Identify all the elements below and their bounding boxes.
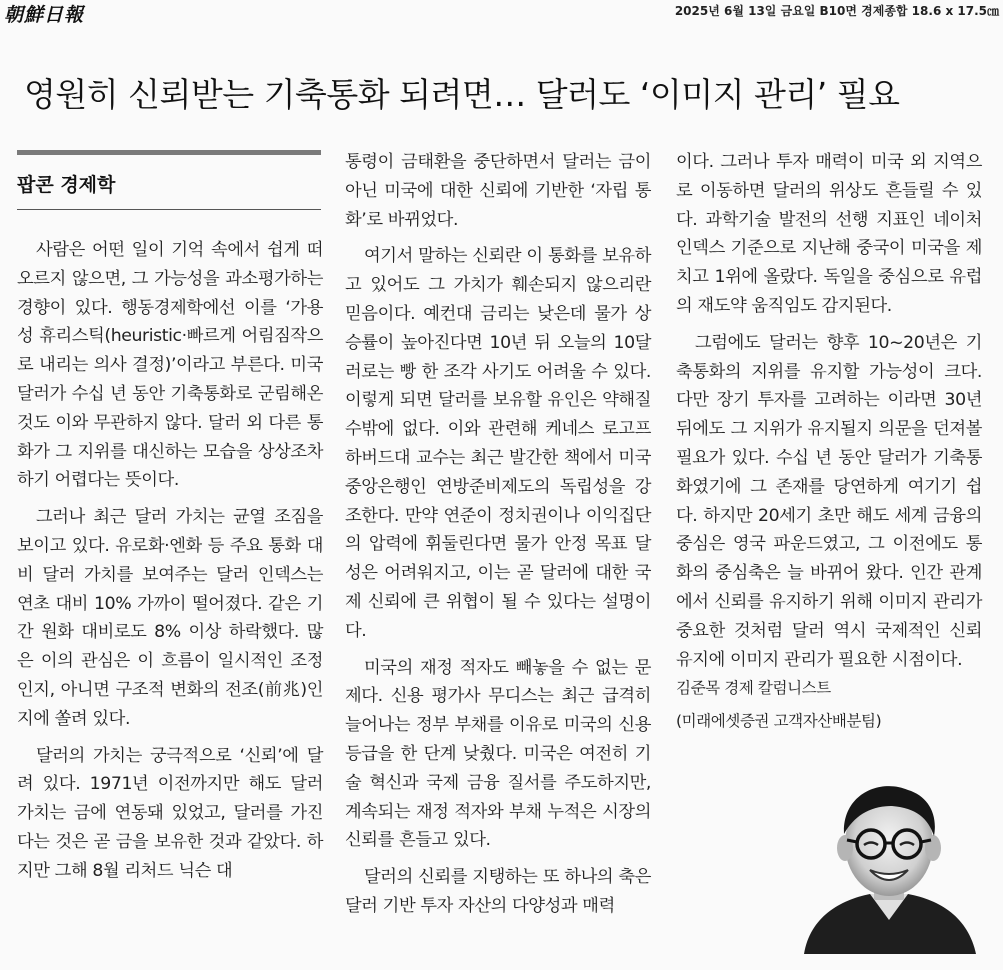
paragraph: 여기서 말하는 신뢰란 이 통화를 보유하고 있어도 그 가치가 훼손되지 않으리란 믿음이다. 예컨대 금리는 낮은데 물가 상승률이 높아진다면 10년 뒤 오늘의 10달러로는 빵 한 조각 사기도 어려울 수 있다. 이렇게 되면 달러를 보유할 유인은 약해질 수밖에 없다. 이와 관련해 케네스 로고프 하버드대 교수는 최근 발간한 책에서 미국 중앙은행인 연방준비제도의 독립성을 강조한다. 만약 연준이 정치권이나 이익집단의 압력에 휘둘린다면 물가 안정 목표 달성은 어려워지고, 이는 곧 달러에 대한 국제 신뢰에 큰 위협이 될 수 있다는 설명이다. (345, 246, 651, 641)
paragraph: 달러의 신뢰를 지탱하는 또 하나의 축은 달러 기반 투자 자산의 다양성과 매력 (345, 867, 651, 916)
text-column-3 (676, 148, 982, 736)
paragraph: 사람은 어떤 일이 기억 속에서 쉽게 떠오르지 않으면, 그 가능성을 과소평가하는 경향이 있다. 행동경제학에선 이를 ‘가용성 휴리스틱(heuristic·빠르게 어림짐작으로 내리는 의사 결정)’이라고 부른다. 미국 달러가 수십 년 동안 기축통화로 군림해온 것도 이와 무관하지 않다. 달러 외 다른 통화가 그 지위를 대신하는 모습을 상상조차 하기 어렵다는 뜻이다. (17, 240, 323, 491)
paragraph: 그럼에도 달러는 향후 10~20년은 기축통화의 지위를 유지할 가능성이 크다. 다만 장기 투자를 고려하는 이라면 30년 뒤에도 그 지위가 유지될지 의문을 던져볼 필요가 있다. 수십 년 동안 달러가 기축통화였기에 그 존재를 당연하게 여기기 쉽다. 하지만 20세기 초만 해도 세계 금융의 중심은 영국 파운드였고, 그 이전에도 통화의 중심축은 늘 바뀌어 왔다. 인간 관계에서 신뢰를 유지하기 위해 이미지 관리가 중요한 것처럼 달러 역시 국제적인 신뢰 유지에 이미지 관리가 필요한 시점이다. (676, 332, 982, 670)
byline-author: 김준목 경제 칼럼니스트 (676, 679, 831, 698)
paragraph-continued: 통령이 금태환을 중단하면서 달러는 금이 아닌 미국에 대한 신뢰에 기반한 ‘자립 통화’로 바뀌었다. (345, 152, 651, 230)
column-header-rule (17, 209, 321, 210)
text-column-2 (345, 148, 651, 921)
byline-affiliation: (미래에셋증권 고객자산배분팀) (676, 712, 882, 731)
author-portrait-icon (800, 782, 978, 954)
paragraph: 그러나 최근 달러 가치는 균열 조짐을 보이고 있다. 유로화·엔화 등 주요 통화 대비 달러 가치를 보여주는 달러 인덱스는 연초 대비 10% 가까이 떨어졌다. 같은 기간 원화 대비로도 8% 이상 하락했다. 많은 이의 관심은 이 흐름이 일시적인 조정인지, 아니면 구조적 변화의 전조(前兆)인지에 쏠려 있다. (17, 507, 323, 729)
column-header-bar (17, 150, 321, 155)
edition-info: 2025년 6월 13일 금요일 B10면 경제종합 18.6 x 17.5㎝ (674, 4, 999, 18)
text-column-1 (17, 236, 323, 886)
paragraph: 미국의 재정 적자도 빼놓을 수 없는 문제다. 신용 평가사 무디스는 최근 급격히 늘어나는 정부 부채를 이유로 미국의 신용 등급을 한 단계 낮췄다. 미국은 여전히 기술 혁신과 국제 금융 질서를 주도하지만, 계속되는 재정 적자와 부채 누적은 시장의 신뢰를 흔들고 있다. (345, 657, 651, 851)
headline: 영원히 신뢰받는 기축통화 되려면… 달러도 ‘이미지 관리’ 필요 (24, 75, 900, 115)
paragraph-continued: 이다. 그러나 투자 매력이 미국 외 지역으로 이동하면 달러의 위상도 흔들릴 수 있다. 과학기술 발전의 선행 지표인 네이처 인덱스 기준으로 지난해 중국이 미국을 제치고 1위에 올랐다. 독일을 중심으로 유럽의 재도약 움직임도 감지된다. (676, 152, 982, 316)
column-name: 팝콘 경제학 (17, 174, 116, 196)
paragraph: 달러의 가치는 궁극적으로 ‘신뢰’에 달려 있다. 1971년 이전까지만 해도 달러 가치는 금에 연동돼 있었고, 달러를 가진다는 것은 곧 금을 보유한 것과 같았다. 하지만 그해 8월 리처드 닉슨 대 (17, 745, 323, 881)
newspaper-logo: 朝鮮日報 (4, 4, 85, 26)
